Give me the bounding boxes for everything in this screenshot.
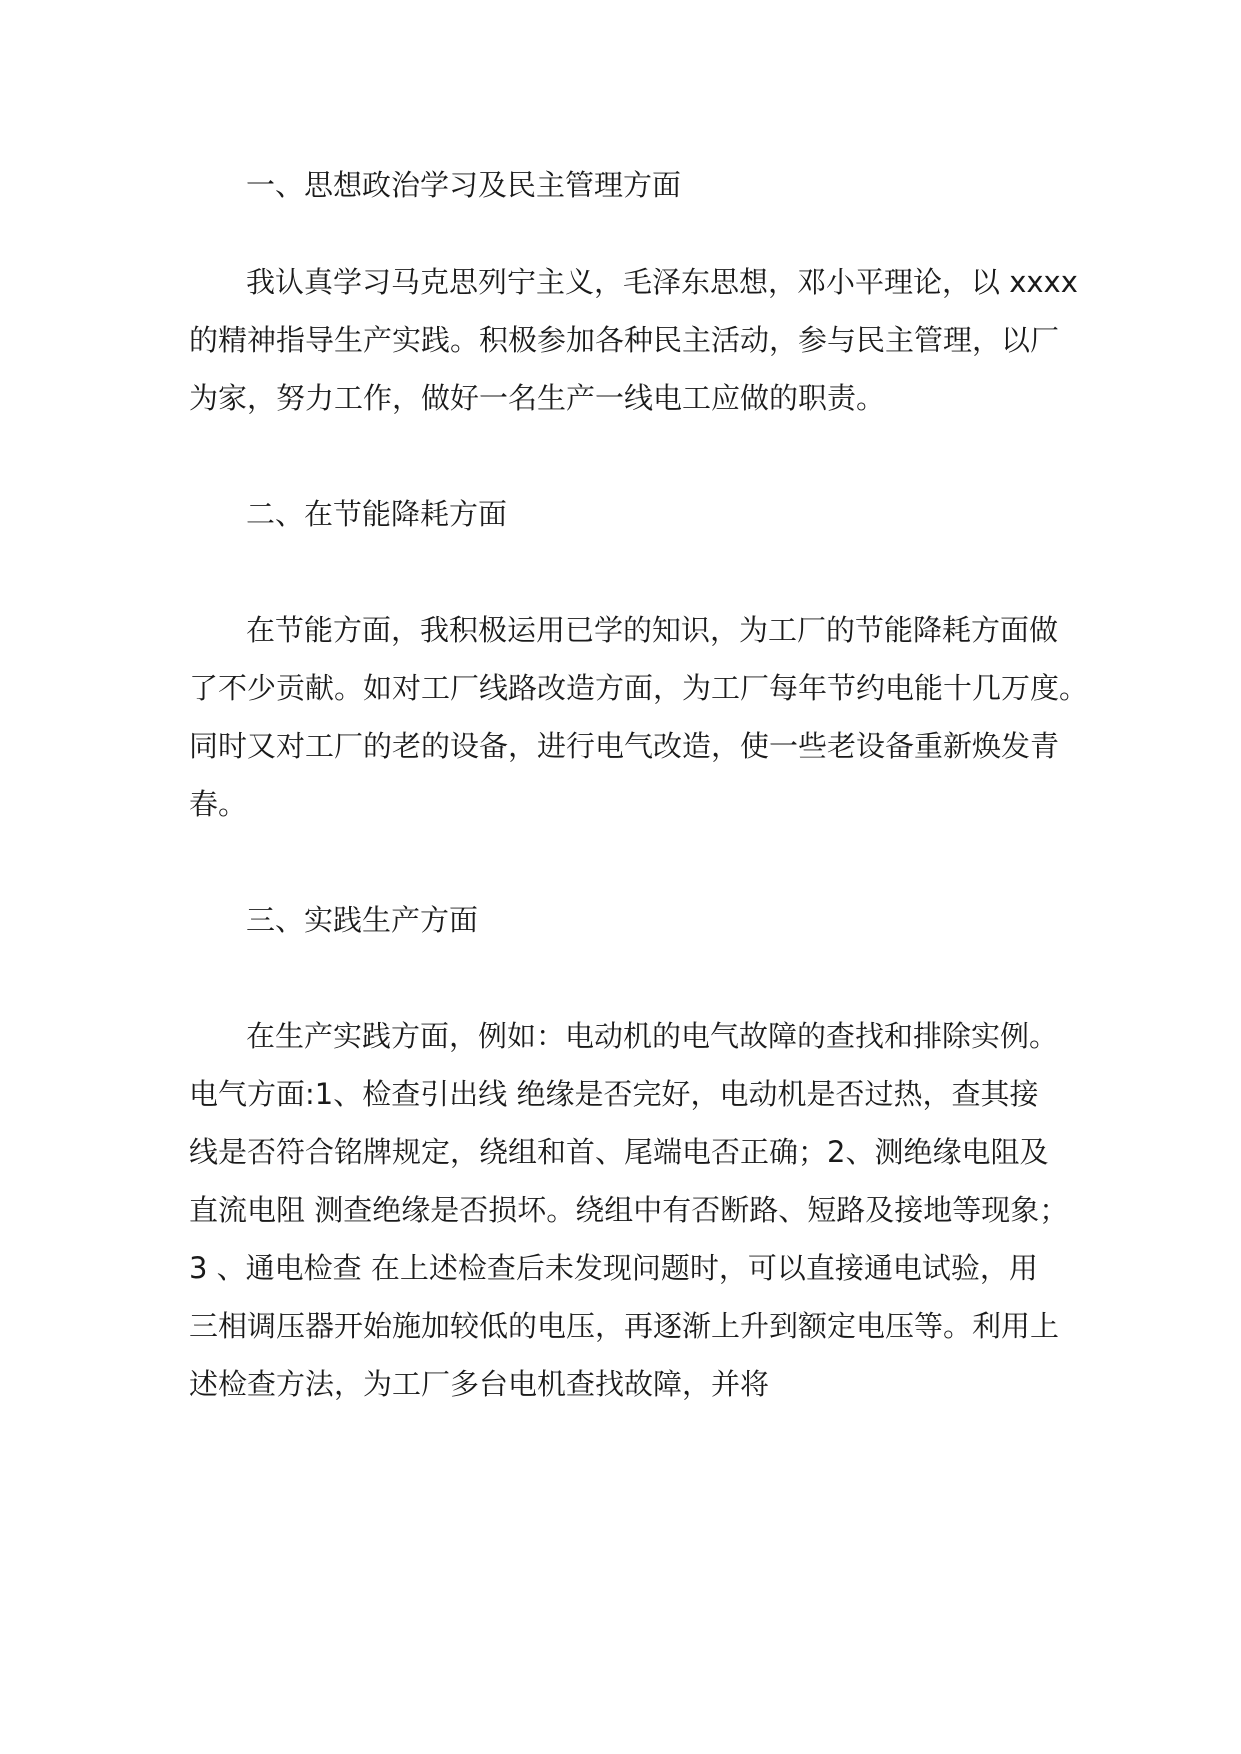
paragraph-2-line-4: 春。 bbox=[189, 787, 248, 821]
paragraph-3-line-7: 述检查方法，为工厂多台电机查找故障，并将 bbox=[189, 1367, 770, 1401]
paragraph-1-line-1: 我认真学习马克思列宁主义，毛泽东思想，邓小平理论，以 xxxx bbox=[246, 265, 1078, 299]
paragraph-3-line-6: 三相调压器开始施加较低的电压，再逐渐上升到额定电压等。利用上 bbox=[189, 1309, 1060, 1343]
section-heading-1: 一、思想政治学习及民主管理方面 bbox=[246, 168, 682, 202]
paragraph-3-line-2: 电气方面:1、检查引出线 绝缘是否完好，电动机是否过热，查其接 bbox=[189, 1077, 1039, 1111]
section-heading-2: 二、在节能降耗方面 bbox=[246, 497, 508, 531]
paragraph-3-line-1: 在生产实践方面，例如：电动机的电气故障的查找和排除实例。 bbox=[246, 1019, 1059, 1053]
paragraph-3-line-3: 线是否符合铭牌规定，绕组和首、尾端电否正确；2、测绝缘电阻及 bbox=[189, 1135, 1049, 1169]
paragraph-1-line-2: 的精神指导生产实践。积极参加各种民主活动，参与民主管理，以厂 bbox=[189, 323, 1060, 357]
paragraph-2-line-2: 了不少贡献。如对工厂线路改造方面，为工厂每年节约电能十几万度。 bbox=[189, 671, 1089, 705]
paragraph-3-line-5: 3 、通电检查 在上述检查后未发现问题时，可以直接通电试验，用 bbox=[189, 1251, 1038, 1285]
paragraph-2-line-1: 在节能方面，我积极运用已学的知识，为工厂的节能降耗方面做 bbox=[246, 613, 1059, 647]
paragraph-2-line-3: 同时又对工厂的老的设备，进行电气改造，使一些老设备重新焕发青 bbox=[189, 729, 1060, 763]
paragraph-1-line-3: 为家，努力工作，做好一名生产一线电工应做的职责。 bbox=[189, 381, 886, 415]
section-heading-3: 三、实践生产方面 bbox=[246, 903, 479, 937]
paragraph-3-line-4: 直流电阻 测查绝缘是否损坏。绕组中有否断路、短路及接地等现象； bbox=[189, 1193, 1069, 1227]
